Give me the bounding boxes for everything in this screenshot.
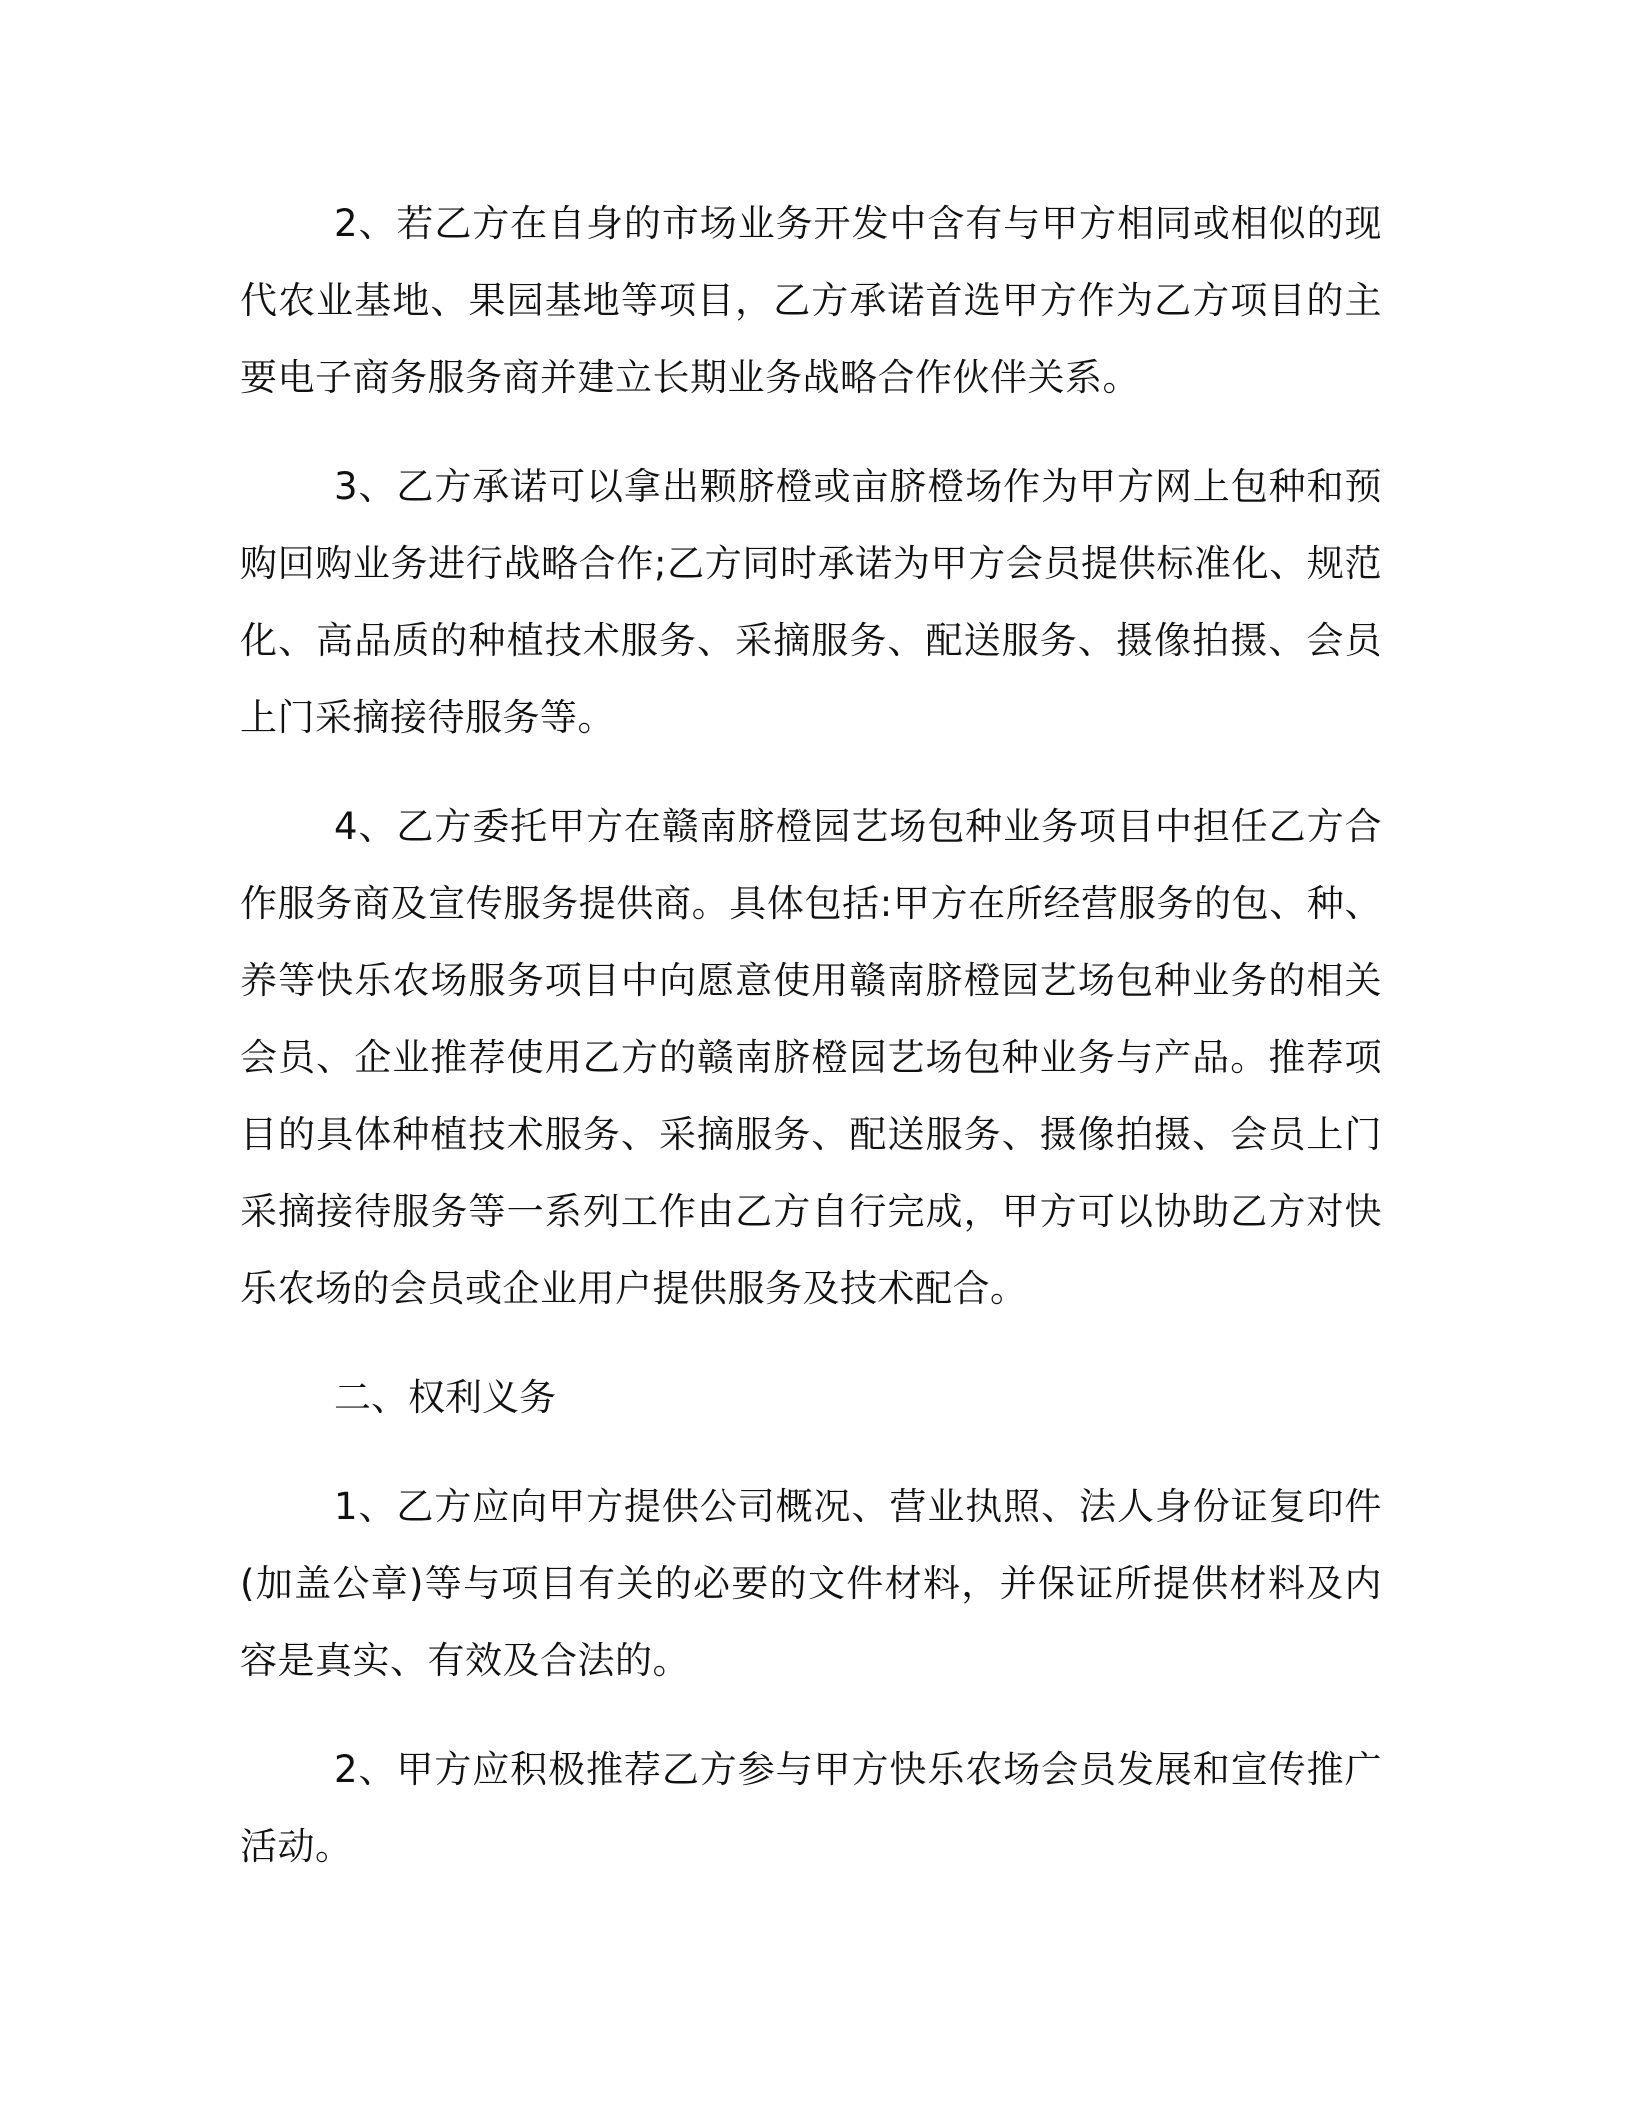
paragraph-spacer [240,756,1382,788]
paragraph-spacer [240,1436,1382,1468]
paragraph-spacer [240,1327,1382,1359]
document-body [240,185,1382,1885]
clause-3-paragraph: 3、乙方承诺可以拿出颗脐橙或亩脐橙场作为甲方网上包种和预购回购业务进行战略合作;乙方同时承诺为甲方会员提供标准化、规范化、高品质的种植技术服务、采摘服务、配送服务、摄像拍摄、会员上门采摘接待服务等。 [240,465,1382,739]
section-heading-rights-obligations: 二、权利义务 [334,1376,556,1419]
paragraph-spacer [240,1699,1382,1731]
clause-4-paragraph: 4、乙方委托甲方在赣南脐橙园艺场包种业务项目中担任乙方合作服务商及宣传服务提供商。具体包括:甲方在所经营服务的包、种、养等快乐农场服务项目中向愿意使用赣南脐橙园艺场包种业务的相关会员、企业推荐使用乙方的赣南脐橙园艺场包种业务与产品。推荐项目的具体种植技术服务、采摘服务、配送服务、摄像拍摄、会员上门采摘接待服务等一系列工作由乙方自行完成，甲方可以协助乙方对快乐农场的会员或企业用户提供服务及技术配合。 [240,805,1382,1310]
obligation-1-paragraph: 1、乙方应向甲方提供公司概况、营业执照、法人身份证复印件(加盖公章)等与项目有关的必要的文件材料，并保证所提供材料及内容是真实、有效及合法的。 [240,1485,1382,1682]
clause-2-paragraph: 2、若乙方在自身的市场业务开发中含有与甲方相同或相似的现代农业基地、果园基地等项目，乙方承诺首选甲方作为乙方项目的主要电子商务服务商并建立长期业务战略合作伙伴关系。 [240,202,1382,399]
paragraph-spacer [240,416,1382,448]
obligation-2-paragraph: 2、甲方应积极推荐乙方参与甲方快乐农场会员发展和宣传推广活动。 [240,1748,1382,1868]
